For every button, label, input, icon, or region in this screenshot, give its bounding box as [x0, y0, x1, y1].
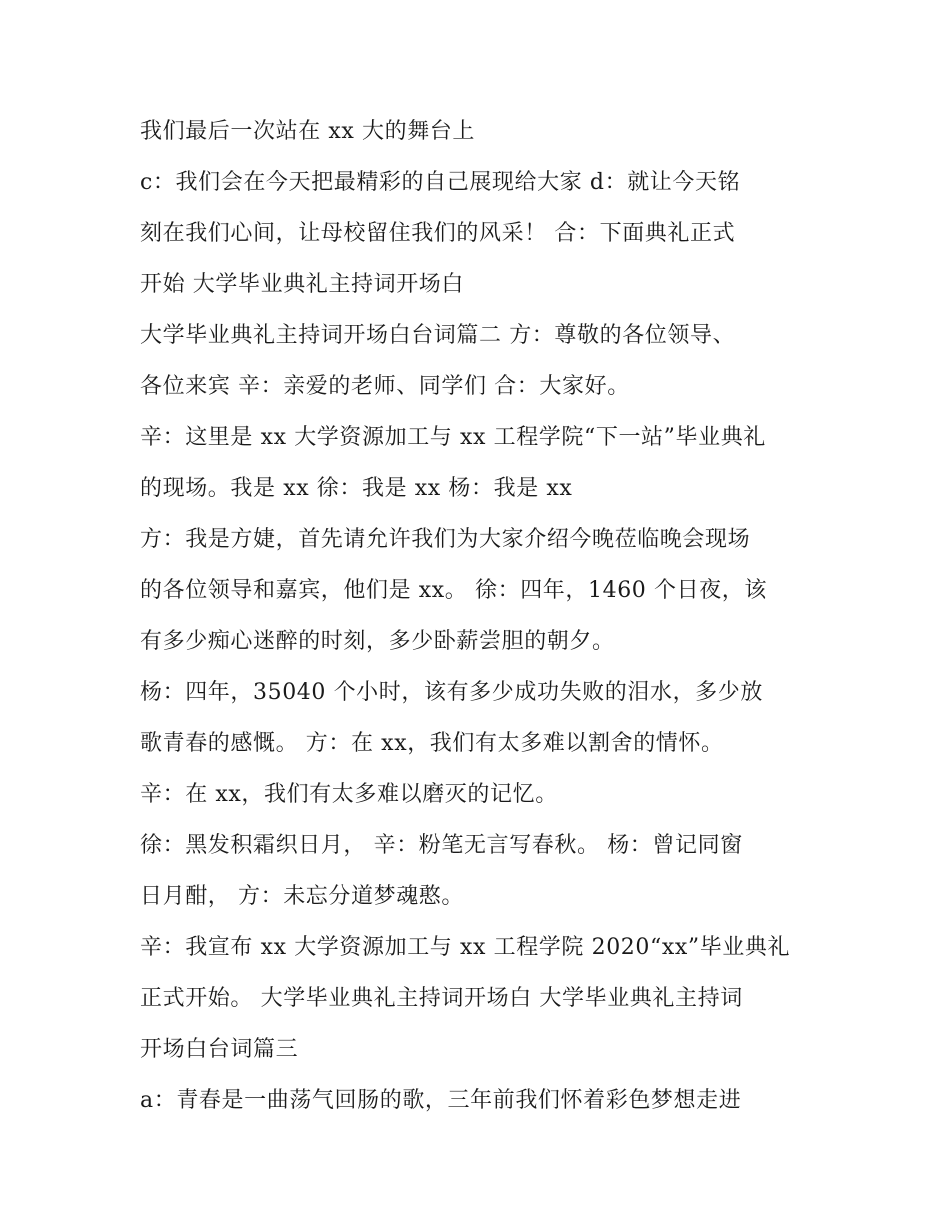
text-line: 的各位领导和嘉宾，他们是 xx。 徐：四年，1460 个日夜，该: [140, 578, 767, 603]
text-line: 杨：四年，35040 个小时，该有多少成功失败的泪水，多少放: [140, 680, 763, 705]
text-line: 正式开始。 大学毕业典礼主持词开场白 大学毕业典礼主持词: [140, 986, 743, 1011]
text-line: 辛：我宣布 xx 大学资源加工与 xx 工程学院 2020“xx”毕业典礼: [140, 935, 791, 960]
text-line: 大学毕业典礼主持词开场白台词篇二 方：尊敬的各位领导、: [140, 323, 736, 348]
text-line: 歌青春的感慨。 方：在 xx，我们有太多难以割舍的情怀。: [140, 731, 724, 756]
text-line: 的现场。我是 xx 徐：我是 xx 杨：我是 xx: [140, 476, 573, 501]
text-line: 有多少痴心迷醉的时刻，多少卧薪尝胆的朝夕。: [140, 629, 615, 654]
text-line: 日月酣， 方：未忘分道梦魂憨。: [140, 884, 464, 909]
text-line: 辛：这里是 xx 大学资源加工与 xx 工程学院“下一站”毕业典礼: [140, 425, 766, 450]
text-line: 方：我是方婕，首先请允许我们为大家介绍今晚莅临晚会现场: [140, 527, 751, 552]
text-line: a：青春是一曲荡气回肠的歌，三年前我们怀着彩色梦想走进: [140, 1088, 742, 1113]
document-body: [140, 106, 830, 1126]
text-line: 开始 大学毕业典礼主持词开场白: [140, 272, 464, 297]
text-line: 刻在我们心间，让母校留住我们的风采！ 合：下面典礼正式: [140, 221, 736, 246]
text-line: 各位来宾 辛：亲爱的老师、同学们 合：大家好。: [140, 374, 630, 399]
text-line: 我们最后一次站在 xx 大的舞台上: [140, 119, 476, 144]
text-line: 徐：黑发积霜织日月， 辛：粉笔无言写春秋。 杨：曾记同窗: [140, 833, 743, 858]
text-line: 开场白台词篇三: [140, 1037, 299, 1062]
text-line: c：我们会在今天把最精彩的自己展现给大家 d：就让今天铭: [140, 170, 741, 195]
text-line: 辛：在 xx，我们有太多难以磨灭的记忆。: [140, 782, 558, 807]
